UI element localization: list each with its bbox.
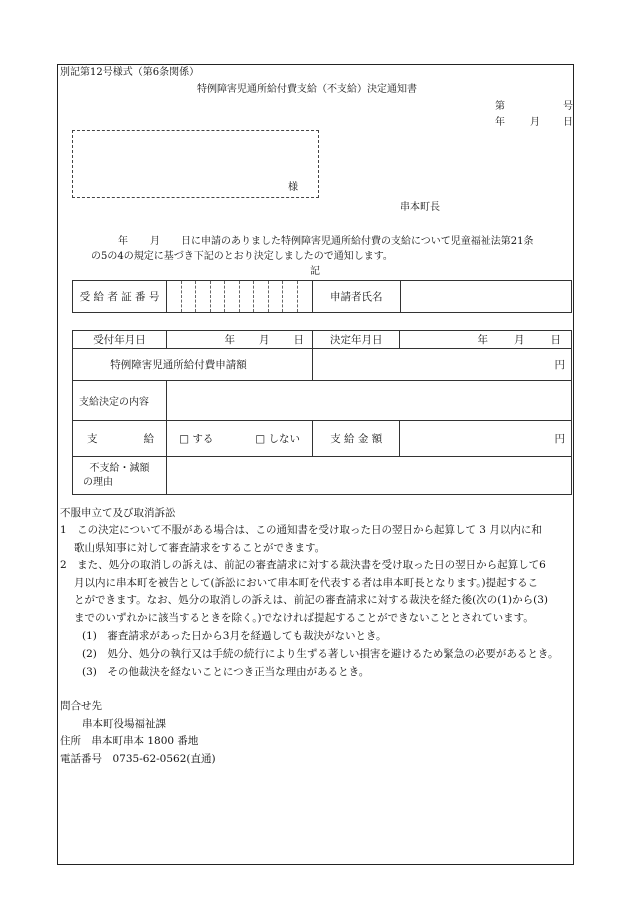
appeal-item2-line4: までのいずれかに該当するときを除く。)でなければ提起することができないこととされています。 [74,612,534,624]
receipt-year-label: 年 [224,334,235,346]
payment-amount-label: 支 給 金 額 [312,421,400,457]
payment-label-part1: 支 [87,433,98,445]
number-label-left: 第 [495,101,505,112]
addressee-honorific: 様 [288,182,298,193]
decision-content-field[interactable] [167,381,572,421]
recipient-number-field[interactable] [167,281,313,313]
option-no-checkbox[interactable]: □ しない [255,433,300,445]
decision-day-label: 日 [550,334,561,346]
payment-amount-field[interactable] [400,421,572,457]
appeal-item2-line2: 月以内に串本町を被告として(訴訟において串本町を代表する者は串本町長となります。)提起するこ [74,577,539,589]
reason-label [73,457,167,495]
document-title: 特例障害児通所給付費支給（不支給）決定通知書 [197,84,417,95]
ki-label: 記 [310,266,320,277]
issuer: 串本町長 [400,202,440,213]
applied-amount-yen: 円 [554,359,565,371]
receipt-date-label: 受付年月日 [73,331,167,349]
applied-amount-field[interactable] [312,349,571,381]
applicant-name-field[interactable] [400,281,571,313]
receipt-month-label: 月 [258,334,270,346]
contact-phone: 電話番号 0735-62-0562(直通) [60,753,216,765]
intro-year: 年 [118,236,128,247]
appeal-item2-line3: とができます。なお、処分の取消しの訴えは、前記の審査請求に対する裁決を経た後(次の(1)から(3) [74,594,549,606]
reason-label-line2: の理由 [83,476,113,488]
decision-content-label: 支給決定の内容 [73,381,167,421]
receipt-day-label: 日 [293,334,304,346]
decision-date-label: 決定年月日 [312,331,400,349]
option-yes-checkbox[interactable]: □ する [179,433,214,445]
contact-department: 串本町役場福祉課 [82,718,166,730]
appeal-sub2: (2) 処分、処分の執行又は手続の続行により生ずる著しい損害を避けるため緊急の必要があるとき。 [82,648,559,660]
addressee-box[interactable] [72,130,319,198]
applicant-name-label: 申請者氏名 [312,281,400,313]
appeal-sub1: (1) 審査請求があった日から3月を経過しても裁決がないとき。 [82,630,387,642]
contact-address: 住所 串本町串本 1800 番地 [60,735,199,747]
appeal-heading: 不服申立て及び取消訴訟 [60,507,176,519]
payment-options [167,421,313,457]
date-year-label: 年 [495,117,505,128]
payment-amount-yen: 円 [554,433,565,445]
receipt-date-field[interactable] [167,331,313,349]
intro-month: 月 [150,236,160,247]
appeal-item2-line1: 2 また、処分の取消しの訴えは、前記の審査請求に対する裁決書を受け取った日の翌日から起算して6 [60,559,546,571]
intro-text-line2: の5の4の規定に基づき下記のとおり決定しましたので通知します。 [91,251,393,262]
payment-label-part2: 給 [143,433,155,445]
decision-month-label: 月 [514,334,525,346]
decision-year-label: 年 [477,334,488,346]
date-day-label: 日 [563,117,573,128]
number-label-right: 号 [563,101,573,112]
applied-amount-label: 特例障害児通所給付費申請額 [73,349,313,381]
appeal-item1-line2: 歌山県知事に対して審査請求をすることができます。 [74,542,326,554]
intro-text-line1: 日に申請のありました特例障害児通所給付費の支給について児童福祉法第21条 [181,236,534,247]
decision-date-field[interactable] [400,331,572,349]
recipient-table [72,280,572,313]
date-month-label: 月 [530,117,540,128]
reason-label-line1: 不支給・減額 [89,462,150,474]
form-number: 別記第12号様式（第6条関係） [60,67,200,78]
contact-heading: 問合せ先 [60,700,102,712]
payment-label [73,421,167,457]
appeal-item1-line1: 1 この決定について不服がある場合は、この通知書を受け取った日の翌日から起算して 3 月以内に和 [60,524,542,536]
recipient-number-label: 受 給 者 証 番 号 [73,281,167,313]
reason-field[interactable] [167,457,572,495]
decision-table [72,330,572,495]
appeal-sub3: (3) その他裁決を経ないことにつき正当な理由があるとき。 [82,666,370,678]
